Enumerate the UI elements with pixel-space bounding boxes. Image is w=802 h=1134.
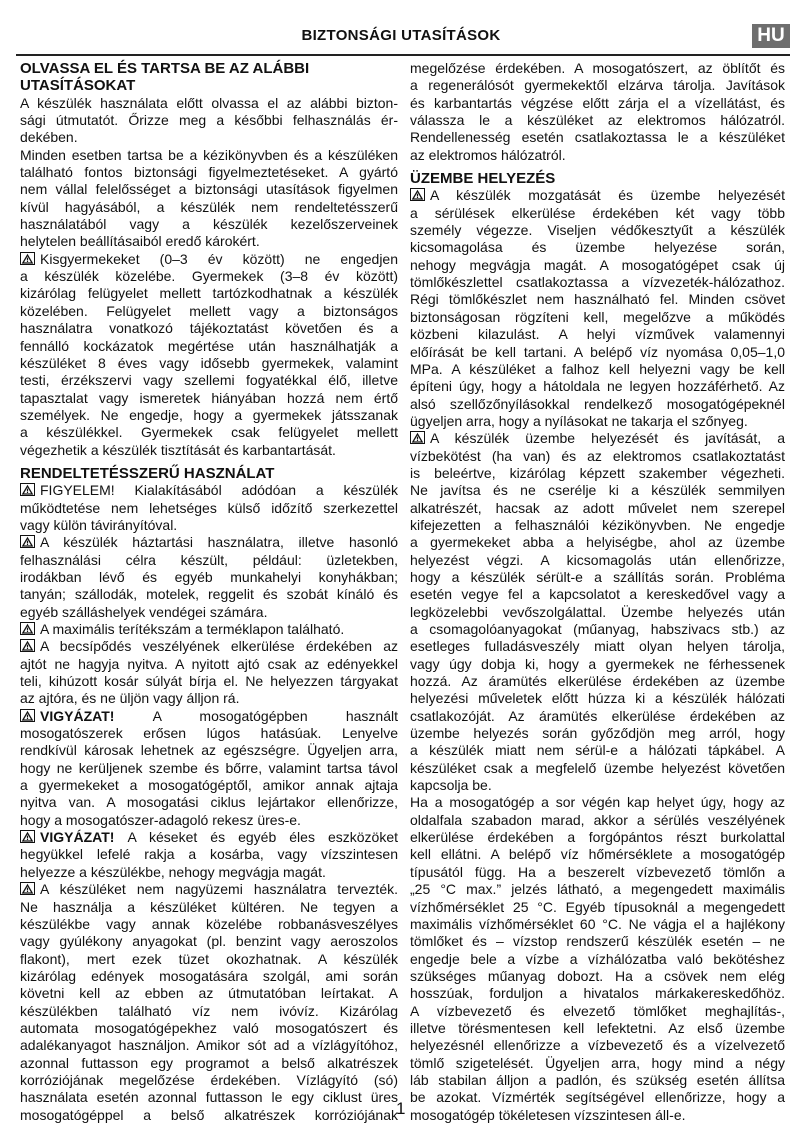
line-text: tanyán; szállodák, motelek, reggelit és szobát kínáló és [20, 586, 398, 603]
line-text: mosogatógéppel a belső alkatrészek korróziójának [20, 1106, 398, 1123]
line-text: a regenerálósót gyermekektől elzárva tárolja. Javítások [410, 77, 785, 94]
text-line [20, 552, 398, 569]
text-line [410, 378, 785, 395]
line-text: a készülék közelébe. Gyermekek (3–8 év között) [20, 268, 398, 285]
text-line [20, 199, 398, 216]
warning-triangle-icon [20, 830, 35, 843]
text-line [20, 216, 398, 233]
text-line [410, 621, 785, 638]
line-text: egyéb szálláshelyek vendégei számára. [20, 603, 268, 620]
warning-paragraph [20, 829, 398, 881]
line-text: oldalfala szabadon marad, akkor a sérülés veszélyének [410, 811, 785, 828]
left-column [20, 60, 398, 1124]
text-line [410, 933, 785, 950]
warning-paragraph [20, 638, 398, 707]
line-text: a készülékkel. Gyermekek csak felügyelet mellett [20, 424, 398, 441]
text-line [410, 656, 785, 673]
paragraph [20, 95, 398, 147]
text-line [20, 147, 398, 164]
text-line [20, 1055, 398, 1072]
line-text: engedje bele a vízbe a vízhálózatba való bekötéshez [410, 950, 785, 967]
heading-line [20, 60, 398, 77]
text-line [20, 569, 398, 586]
line-text: típusától függ. Ha a beszerelt vízbevezető tömlőn a [410, 863, 785, 880]
text-line [20, 251, 398, 268]
text-line [410, 517, 785, 534]
text-line [410, 846, 785, 863]
line-text: kívül hagyásából, a készülék nem rendeltetésszerű [20, 198, 398, 215]
text-line [20, 355, 398, 372]
text-line [410, 552, 785, 569]
text-line [410, 742, 785, 759]
line-text: használata esetén azonnal futtasson le egy ciklust üres [20, 1089, 398, 1106]
line-text: adalékanyagot használjon. Amikor sót ad a vízlágyítóhoz, [20, 1037, 398, 1054]
line-text: használatra vonatkozó tájékoztatást követően és a [20, 320, 398, 337]
text-line [410, 413, 785, 430]
text-line [410, 396, 785, 413]
text-line [410, 77, 785, 94]
warning-triangle-icon [20, 252, 35, 265]
line-text: tömlő szigetelését. Ügyeljen arra, hogy mind a négy [410, 1054, 785, 1071]
heading-line [20, 465, 398, 482]
text-line [20, 708, 398, 725]
text-line [410, 638, 785, 655]
line-text: RENDELTETÉSSZERŰ HASZNÁLAT [20, 464, 275, 482]
text-line [410, 482, 785, 499]
line-text: Ha a mosogatógép a sor végén kap helyet úgy, hogy az [410, 794, 785, 811]
line-text: ügyeljen arra, hogy a nyílásokat ne takarja el szőnyeg. [410, 412, 748, 429]
line-text: válassza le a készüléket az elektromos hálózatról. [410, 112, 785, 129]
line-text: irodákban lévő és egyéb munkahelyi konyhákban; [20, 568, 398, 585]
line-text: dekében. [20, 129, 78, 146]
text-line [410, 309, 785, 326]
text-line [410, 881, 785, 898]
text-line [20, 112, 398, 129]
line-text: korróziójának megelőzése érdekében. Vízlágyító (só) [20, 1071, 398, 1088]
line-text: hosszúak, forduljon a hivatalos márkakereskedőhöz. [410, 985, 785, 1002]
line-text: szükséges műanyag dobozt. Ha a csövek nem elég [410, 967, 785, 984]
line-text: kapcsolja be. [410, 777, 492, 794]
text-line [410, 1003, 785, 1020]
text-line [410, 1072, 785, 1089]
text-line [410, 916, 785, 933]
warning-paragraph [20, 482, 398, 534]
text-line [20, 586, 398, 603]
line-text: A vízbevezető és elvezető tömlőket meghajlítás-, [410, 1002, 785, 1019]
line-text: készüléket csak a megfelelő üzembe helyezést követően [410, 759, 785, 776]
line-text: helyezze a készülékbe, nehogy megvágja magát. [20, 863, 326, 880]
text-line [20, 690, 398, 707]
text-line [20, 899, 398, 916]
text-line [20, 320, 398, 337]
line-text: közbeni kilazulást. A helyi vízművek valamennyi [410, 326, 785, 343]
line-text: Kisgyermekeket (0–3 év között) ne engedjen [40, 250, 398, 267]
line-text: alkatrészét, hacsak az adott művelet nem szerepel [410, 499, 785, 516]
text-line [20, 812, 398, 829]
text-line [410, 1089, 785, 1106]
line-text: hozzá. Az áramütés elkerülése érdekében az üzembe [410, 673, 785, 690]
paragraph [20, 147, 398, 251]
page-number: 1 [396, 1099, 406, 1118]
text-line [20, 390, 398, 407]
line-text: A késeket és egyéb éles eszközöket [127, 829, 398, 846]
line-text: Régi tömlőkészlet nem használható fel. Minden csövet [410, 291, 785, 308]
text-line [20, 285, 398, 302]
text-line [410, 147, 785, 164]
line-text: vízhőmérséklet 25 °C. Egyéb típusoknál a megengedett [410, 898, 785, 915]
line-text: csatlakozóját. Az áramütés elkerülése érdekében az [410, 707, 785, 724]
line-text: alsó szellőzőnyílásokkal rendelkező mosogatógépeknél [410, 395, 785, 412]
line-text: „25 °C max.” jelzés látható, a megengedett maximális [410, 881, 785, 898]
line-text: a készülék miatt nem sérül-e a hálózati tápkábel. A [410, 742, 785, 759]
warning-triangle-icon [20, 483, 35, 496]
line-text: tömlőket és – vízstop rendszerű készülék esetén – ne [410, 933, 785, 950]
line-text: A készüléket nem nagyüzemi használatra tervezték. [40, 881, 398, 898]
text-line [410, 951, 785, 968]
line-text: A becsípődés veszélyének elkerülése érdekében az [40, 638, 398, 655]
warning-triangle-icon [410, 431, 425, 444]
warning-paragraph [20, 708, 398, 829]
warning-lead: VIGYÁZAT! [40, 829, 128, 846]
line-text: építeni úgy, hogy a hátoldala ne legyen hozzáférhető. Az [410, 378, 785, 395]
text-line [20, 777, 398, 794]
line-text: helyezésnél ellenőrizze a vízbevezető és a vízelvezető [410, 1037, 785, 1054]
line-text: OLVASSA EL ÉS TARTSA BE AZ ALÁBBI [20, 60, 310, 77]
line-text: A mosogatógépben használt [152, 707, 398, 724]
text-line [410, 239, 785, 256]
line-text: Ne használja a készüléket kültéren. Ne tegyen a [20, 898, 398, 915]
text-line [20, 1107, 398, 1124]
text-line [20, 442, 398, 459]
text-line [20, 864, 398, 881]
line-text: vízbekötést (ha van) és az elektromos csatlakoztatást [410, 447, 785, 464]
text-line [410, 864, 785, 881]
line-text: A készülék használata előtt olvassa el az alábbi bizton- [20, 94, 398, 111]
heading-line [20, 77, 398, 94]
line-text: az ajtóra, és ne üljön vagy álljon rá. [20, 690, 240, 707]
line-text: követni kell az ebben az útmutatóban leírtakat. A [20, 985, 398, 1002]
text-line [410, 129, 785, 146]
line-text: A készülék mozgatását és üzembe helyezését [430, 187, 785, 204]
text-line [410, 257, 785, 274]
text-line [410, 344, 785, 361]
line-text: fennálló kockázatok megértése után használhatják a [20, 337, 398, 354]
text-line [20, 338, 398, 355]
warning-paragraph [20, 881, 398, 1124]
line-text: flakont), mert ezek tüzet okozhatnak. A készülék [20, 950, 398, 967]
line-text: A készülék üzembe helyezését és javítását, a [430, 430, 785, 447]
line-text: helyezést végzi. A kicsomagolás után ellenőrizze, [410, 551, 785, 568]
text-line [20, 1072, 398, 1089]
line-text: mosogatószerek erősen lúgos hatásúak. Lenyelve [20, 725, 398, 742]
text-line [20, 372, 398, 389]
line-text: hogy a mosogatószer-adagoló rekesz üres-e. [20, 811, 301, 828]
line-text: megelőzése érdekében. A mosogatószert, az öblítőt és [410, 60, 785, 76]
text-line [20, 424, 398, 441]
line-text: Rendellenesség esetén csatlakoztassa le a készüléket [410, 129, 785, 146]
text-line [410, 794, 785, 811]
line-text: esetleges fulladásveszély miatt olyan helyen tárolja, [410, 638, 785, 655]
line-text: UTASÍTÁSOKAT [20, 77, 136, 95]
line-text: ajtót ne hagyja nyitva. A nyitott ajtó csak az edényekkel [20, 655, 398, 672]
text-line [20, 968, 398, 985]
warning-lead: VIGYÁZAT! [40, 707, 153, 724]
line-text: tapasztalat vagy ismeretek hiányában hozzá nem értő [20, 389, 398, 406]
text-line [20, 881, 398, 898]
text-line [410, 112, 785, 129]
text-line [410, 534, 785, 551]
text-line [20, 916, 398, 933]
text-line [20, 303, 398, 320]
text-line [20, 951, 398, 968]
text-line [410, 690, 785, 707]
text-line [20, 407, 398, 424]
text-line [410, 586, 785, 603]
text-line [410, 725, 785, 742]
line-text: hogy a készülék sérült-e a szállítás során. Probléma [410, 568, 785, 585]
text-line [410, 604, 785, 621]
section-heading [20, 60, 398, 95]
text-line [20, 233, 398, 250]
text-line [410, 829, 785, 846]
text-line [410, 205, 785, 222]
text-line [410, 465, 785, 482]
line-text: kizárólag felügyelet mellett tartózkodhatnak a készülék [20, 285, 398, 302]
line-text: rendkívül károsak lehetnek az egészségre. Ügyeljen arra, [20, 742, 398, 759]
text-line [410, 985, 785, 1002]
text-line [20, 500, 398, 517]
language-badge: HU [752, 24, 790, 48]
text-line [410, 187, 785, 204]
warning-paragraph [20, 534, 398, 621]
line-text: kell ellátni. A belépő víz hőmérséklete a mosogatógép [410, 846, 785, 863]
line-text: hegyükkel lefelé rakja a kosárba, vagy vízszintesen [20, 846, 398, 863]
line-text: A maximális terítékszám a terméklapon található. [40, 621, 345, 637]
text-line [20, 985, 398, 1002]
line-text: előírását be kell tartani. A belépő víz nyomása 0,05–1,0 [410, 343, 785, 360]
line-text: FIGYELEM! Kialakításából adódóan a készülék [40, 482, 398, 499]
section-heading [20, 465, 398, 482]
text-line [410, 673, 785, 690]
warning-triangle-icon [20, 882, 35, 895]
text-line [410, 291, 785, 308]
line-text: testi, érzékszervi vagy szellemi fogyatékkal élő, illetve [20, 372, 398, 389]
warning-triangle-icon [20, 639, 35, 652]
text-line [20, 673, 398, 690]
line-text: üzembe helyezés során győződjön meg arról, hogy [410, 725, 785, 742]
line-text: biztonságosan rögzíteni kell, megelőzve a működés [410, 308, 785, 325]
text-line [20, 933, 398, 950]
warning-paragraph [410, 187, 785, 430]
line-text: Minden esetben tartsa be a kézikönyvben és a készüléken [20, 146, 398, 163]
line-text: illetve törésmentesen kell lefektetni. Az első üzembe [410, 1019, 785, 1036]
line-text: kizárólag edények mosogatására szolgál, ami során [20, 967, 398, 984]
line-text: nyitva van. A mosogatási ciklus lejártakor ellenőrizze, [20, 794, 398, 811]
warning-paragraph [20, 251, 398, 459]
text-line [410, 569, 785, 586]
line-text: teli, kihúzott kosár súlyát bírja el. Ne helyezzen tárgyakat [20, 673, 398, 690]
text-line [410, 430, 785, 447]
warning-paragraph [20, 621, 398, 638]
text-line [20, 760, 398, 777]
text-line [410, 777, 785, 794]
text-line [20, 604, 398, 621]
line-text: végezhetik a készülék tisztítását és karbantartását. [20, 441, 336, 458]
line-text: személyek. Ne engedje, hogy a gyermekek játsszanak [20, 406, 398, 423]
text-line [410, 95, 785, 112]
line-text: készüléket 8 éves vagy idősebb gyermekek, valamint [20, 354, 398, 371]
heading-line [410, 170, 785, 187]
warning-triangle-icon [410, 188, 425, 201]
line-text: vagy úgy dobja ki, hogy a gyermekek ne férhessenek [410, 655, 785, 672]
line-text: kicsomagolása és üzembe helyezése során, [410, 239, 785, 256]
line-text: legközelebbi vevőszolgálattal. Üzembe helyezés után [410, 603, 785, 620]
line-text: helyezési műveletek előtt húzza ki a készülék hálózati [410, 690, 785, 707]
text-line [410, 222, 785, 239]
line-text: is beleértve, kizárólag képzett szakember végezheti. [410, 464, 785, 481]
line-text: Ne javítsa és ne cserélje ki a készülék semmilyen [410, 482, 785, 499]
line-text: vagy külön távirányítóval. [20, 516, 178, 533]
line-text: esetén vegye fel a kapcsolatot a kereskedővel vagy a [410, 586, 785, 603]
text-line [20, 181, 398, 198]
line-text: a csomagolóanyagokat (műanyag, habszivacs stb.) az [410, 621, 785, 637]
line-text: a gyermekeket a mosogatógéptől, amikor annak ajtaja [20, 777, 398, 794]
text-line [20, 482, 398, 499]
line-text: maximális vízhőmérséklet 60 °C. Ne vágja el a hajlékony [410, 915, 785, 932]
header-divider [16, 54, 790, 56]
text-line [410, 448, 785, 465]
page-title: BIZTONSÁGI UTASÍTÁSOK [301, 27, 501, 44]
warning-triangle-icon [20, 622, 35, 635]
line-text: a sérülések elkerülése érdekében két vagy több [410, 204, 785, 221]
line-text: felhasználási célra készült, például: üzletekben, [20, 551, 398, 568]
line-text: kifejezetten a felhasználói kézikönyvben. Ne engedje [410, 516, 785, 533]
text-line [20, 742, 398, 759]
section-heading [410, 170, 785, 187]
line-text: az elektromos hálózatról. [410, 146, 566, 163]
line-text: sági útmutatót. Őrizze meg a későbbi felhasználás ér- [20, 112, 398, 129]
text-line [20, 1037, 398, 1054]
text-line [20, 1003, 398, 1020]
text-line [20, 846, 398, 863]
line-text: és karbantartás végzése előtt zárja el a vízellátást, és [410, 94, 785, 111]
line-text: elkerülése érdekében a forgópántos részt burkolattal [410, 829, 785, 846]
text-line [20, 1020, 398, 1037]
text-line [410, 899, 785, 916]
right-column [410, 60, 785, 1124]
text-line [410, 708, 785, 725]
text-line [20, 95, 398, 112]
text-line [20, 638, 398, 655]
text-line [410, 500, 785, 517]
text-line [410, 812, 785, 829]
line-text: közelében. Felügyelet mellett vagy a biztonságos [20, 302, 398, 319]
text-line [20, 794, 398, 811]
text-line [20, 1089, 398, 1106]
line-text: MPa. A készüléket a falhoz kell helyezni vagy be kell [410, 360, 785, 377]
line-text: a gyermekeket abba a helyiségbe, ahol az üzembe [410, 534, 785, 551]
text-line [410, 1107, 785, 1124]
text-line [20, 164, 398, 181]
line-text: készülékben található víz nem ivóvíz. Kizárólag [20, 1002, 398, 1019]
line-text: használatából vagy a készülék kezelőszerveinek [20, 216, 398, 233]
text-line [20, 829, 398, 846]
line-text: tömlőkészlettel csatlakoztassa a vízvezeték-hálózathoz. [410, 274, 785, 291]
warning-triangle-icon [20, 709, 35, 722]
line-text: működtetése nem lehetséges külső időzítő szerkezettel [20, 499, 398, 516]
text-line [20, 534, 398, 551]
text-line [410, 60, 785, 77]
line-text: mosogatógép tökéletesen vízszintesen áll-e. [410, 1106, 686, 1123]
line-text: ÜZEMBE HELYEZÉS [410, 170, 556, 188]
text-line [20, 621, 398, 638]
text-line [20, 656, 398, 673]
line-text: A készülék háztartási használatra, illetve hasonló [40, 534, 398, 551]
text-line [410, 361, 785, 378]
text-line [410, 1020, 785, 1037]
line-text: készülékbe vagy annak közelébe robbanásveszélyes [20, 915, 398, 932]
line-text: nem vállal felelősséget a biztonsági utasítások figyelmen [20, 181, 398, 198]
line-text: személy végezze. Viseljen védőkesztyűt a készülék [410, 222, 785, 239]
line-text: hogy ne kerüljenek szembe és bőrre, valamint tartsa távol [20, 759, 398, 776]
text-line [410, 274, 785, 291]
text-line [410, 760, 785, 777]
text-line [410, 1037, 785, 1054]
line-text: található fontos biztonsági figyelmeztetéseket. A gyártó [20, 164, 398, 181]
warning-paragraph [410, 430, 785, 794]
line-text: automata mosogatógépekhez való mosogatószert és [20, 1019, 398, 1036]
warning-triangle-icon [20, 535, 35, 548]
text-line [20, 517, 398, 534]
text-line [20, 268, 398, 285]
text-line [410, 1055, 785, 1072]
paragraph [410, 794, 785, 1124]
line-text: nehogy megvágja magát. A mosogatógépet csak új [410, 256, 785, 273]
line-text: vagy gyúlékony anyagokat (pl. benzint vagy aeroszolos [20, 933, 398, 950]
line-text: láb stabilan álljon a padlón, és szükség esetén állítsa [410, 1071, 785, 1088]
text-line [20, 129, 398, 146]
text-line [410, 326, 785, 343]
paragraph [410, 60, 785, 164]
line-text: be azokat. Vízmérték segítségével ellenőrizze, hogy a [410, 1089, 785, 1106]
line-text: helytelen beállításaiból eredő károkért. [20, 233, 260, 250]
text-line [410, 968, 785, 985]
text-line [20, 725, 398, 742]
line-text: azonnal futtasson egy programot a belső alkatrészek [20, 1054, 398, 1071]
